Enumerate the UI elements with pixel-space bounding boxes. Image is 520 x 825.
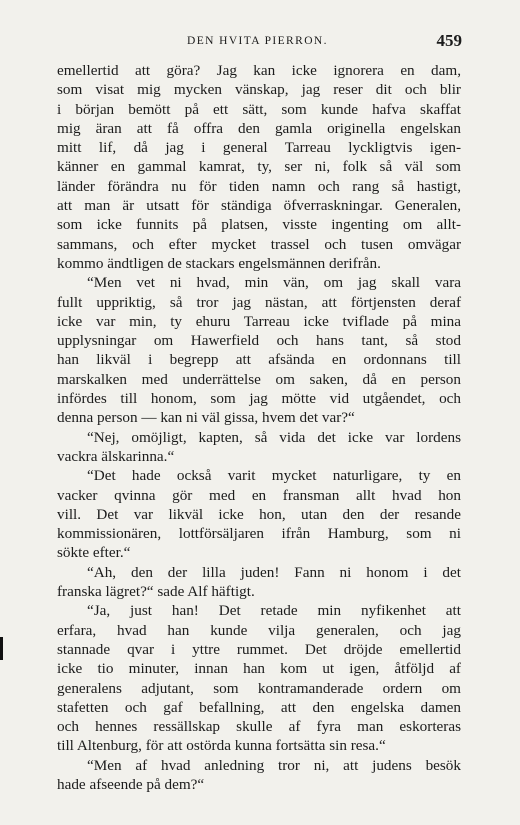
body-text [57,61,461,794]
text-line: “Nej, omöjligt, kapten, så vida det icke var lordens [87,428,461,446]
text-line: kommissionären, lottförsäljaren ifrån Hamburg, som ni [57,525,461,543]
text-line: vacker qvinna gör med en fransman allt hvad hon [57,486,461,504]
text-line: i början bemött på ett sätt, som kunde hafva skaffat [57,100,461,118]
running-title: DEN HVITA PIERRON. [187,35,328,47]
text-line: vill. Det var likväl icke hon, utan den der resande [57,505,461,523]
text-line: icke var min, ty ehuru Tarreau icke tviflade på mina [57,312,461,330]
text-line: “Ja, just han! Det retade min nyfikenhet att [87,602,461,620]
text-line: emellertid att göra? Jag kan icke ignorera en dam, [57,62,461,79]
text-line: mitt lif, då jag i general Tarreau lyckligtvis igen- [57,139,461,157]
text-line: stannade qvar i yttre rummet. Det dröjde emellertid [57,640,461,658]
page-number: 459 [436,31,462,50]
page-header [56,33,462,55]
text-line: som icke funnits på platsen, visste ingenting om allt- [57,216,461,234]
text-line: länder förändra nu för tiden namn och rang så hastigt, [57,177,461,195]
text-line: franska lägret?“ sade Alf häftigt. [57,583,255,601]
text-line: “Det hade också varit mycket naturligare, ty en [87,467,461,485]
text-line: sammans, och efter mycket trassel och tusen omvägar [57,235,461,253]
text-line: som visat mig mycken vänskap, jag reser dit och blir [57,81,461,99]
text-line: “Ah, den der lilla juden! Fann ni honom i det [87,563,461,581]
text-line: och hennes ressällskap skulle af fyra man eskorteras [57,718,461,736]
text-line: stafetten och gaf befallning, att den engelska damen [57,698,461,716]
text-line: infördes till honom, som jag mötte vid utgåendet, och [57,390,461,408]
text-line: kommo ändtligen de stackars engelsmännen derifrån. [57,254,381,272]
text-line: känner en gammal kamrat, ty, ser ni, folk så väl som [57,158,461,176]
text-line: upplysningar om Hawerfield och hans tant, så stod [57,332,461,350]
text-line: han likväl i begrepp att afsända en ordonnans till [57,351,461,369]
text-line: att man är utsatt för ständiga öfverraskningar. Generalen, [57,197,461,215]
text-line: fullt uppriktig, så tror jag nästan, att förtjensten deraf [57,293,461,311]
binding-mark [0,637,3,660]
text-line: vackra älskarinna.“ [57,447,175,465]
text-line: mig äran att få offra den gamla originella engelskan [57,119,461,137]
text-line: hade afseende på dem?“ [57,775,205,793]
text-line: erfara, hvad han kunde vilja generalen, och jag [57,621,461,639]
text-line: till Altenburg, för att ostörda kunna fortsätta sin resa.“ [57,737,386,755]
text-line: icke tio minuter, innan han kom ut igen, åtföljd af [57,660,461,678]
text-line: marskalken med underrättelse om saken, då en person [57,370,461,388]
text-line: generalens adjutant, som kontramanderade ordern om [57,679,461,697]
text-line: denna person — kan ni väl gissa, hvem det var?“ [57,409,355,427]
text-line: “Men af hvad anledning tror ni, att judens besök [87,756,461,774]
text-line: sökte efter.“ [57,544,131,562]
text-line: “Men vet ni hvad, min vän, om jag skall vara [87,274,461,292]
